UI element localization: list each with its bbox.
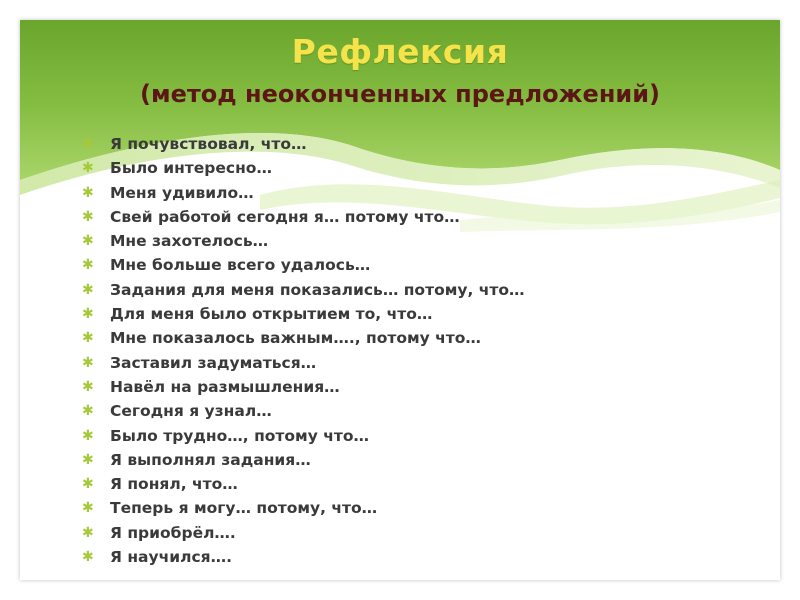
list-item-text: Я научился…. (110, 548, 232, 567)
list-item (82, 448, 525, 472)
list-item (82, 132, 525, 156)
list-item (82, 181, 525, 205)
list-item (82, 375, 525, 399)
list-item (82, 156, 525, 180)
list-item (82, 229, 525, 253)
list-item-text: Я выполнял задания… (110, 450, 311, 469)
list-item-text: Заставил задуматься… (110, 353, 317, 372)
list-item (82, 302, 525, 326)
asterisk-bullet-icon: ✱ (82, 306, 94, 323)
asterisk-bullet-icon: ✱ (82, 476, 94, 493)
bullet-list (82, 132, 525, 569)
list-item-text: Задания для меня показались… потому, что… (110, 280, 525, 299)
slide (20, 20, 780, 580)
asterisk-bullet-icon: ✱ (82, 549, 94, 566)
list-item (82, 326, 525, 350)
list-item (82, 521, 525, 545)
slide-title: Рефлексия (291, 32, 509, 71)
asterisk-bullet-icon: ✱ (82, 403, 94, 420)
list-item-text: Мне показалось важным…., потому что… (110, 329, 481, 348)
asterisk-bullet-icon: ✱ (82, 136, 94, 152)
asterisk-bullet-icon: ✱ (82, 427, 94, 444)
list-item-text: Я приобрёл…. (110, 523, 236, 542)
list-item-text: Меня удивило… (110, 183, 254, 202)
list-item-text: Для меня было открытием то, что… (110, 305, 433, 324)
list-item (82, 278, 525, 302)
list-item (82, 424, 525, 448)
list-item-text: Было трудно…, потому что… (110, 426, 370, 445)
asterisk-bullet-icon: ✱ (82, 257, 94, 274)
list-item (82, 399, 525, 423)
asterisk-bullet-icon: ✱ (82, 233, 94, 250)
asterisk-bullet-icon: ✱ (82, 330, 94, 347)
list-item (82, 205, 525, 229)
list-item (82, 496, 525, 520)
asterisk-bullet-icon: ✱ (82, 500, 94, 517)
list-item-text: Теперь я могу… потому, что… (110, 499, 378, 518)
list-item-text: Я понял, что… (110, 475, 238, 494)
list-item-text: Сегодня я узнал… (110, 402, 272, 421)
list-item-text: Мне больше всего удалось… (110, 256, 371, 275)
asterisk-bullet-icon: ✱ (82, 378, 94, 395)
slide-subtitle: (метод неоконченных предложений) (140, 80, 660, 108)
asterisk-bullet-icon: ✱ (82, 451, 94, 468)
list-item-text: Было интересно… (110, 159, 272, 178)
list-item (82, 351, 525, 375)
asterisk-bullet-icon: ✱ (82, 524, 94, 541)
list-item (82, 253, 525, 277)
asterisk-bullet-icon: ✱ (82, 281, 94, 298)
asterisk-bullet-icon: ✱ (82, 184, 94, 201)
asterisk-bullet-icon: ✱ (82, 354, 94, 371)
asterisk-bullet-icon: ✱ (82, 160, 94, 177)
list-item-text: Свей работой сегодня я… потому что… (110, 207, 460, 226)
asterisk-bullet-icon: ✱ (82, 208, 94, 225)
title-block (20, 30, 780, 112)
list-item (82, 545, 525, 569)
list-item-text: Я почувствовал, что… (110, 135, 307, 153)
list-item-text: Мне захотелось… (110, 232, 269, 251)
list-item (82, 472, 525, 496)
list-item-text: Навёл на размышления… (110, 377, 340, 396)
